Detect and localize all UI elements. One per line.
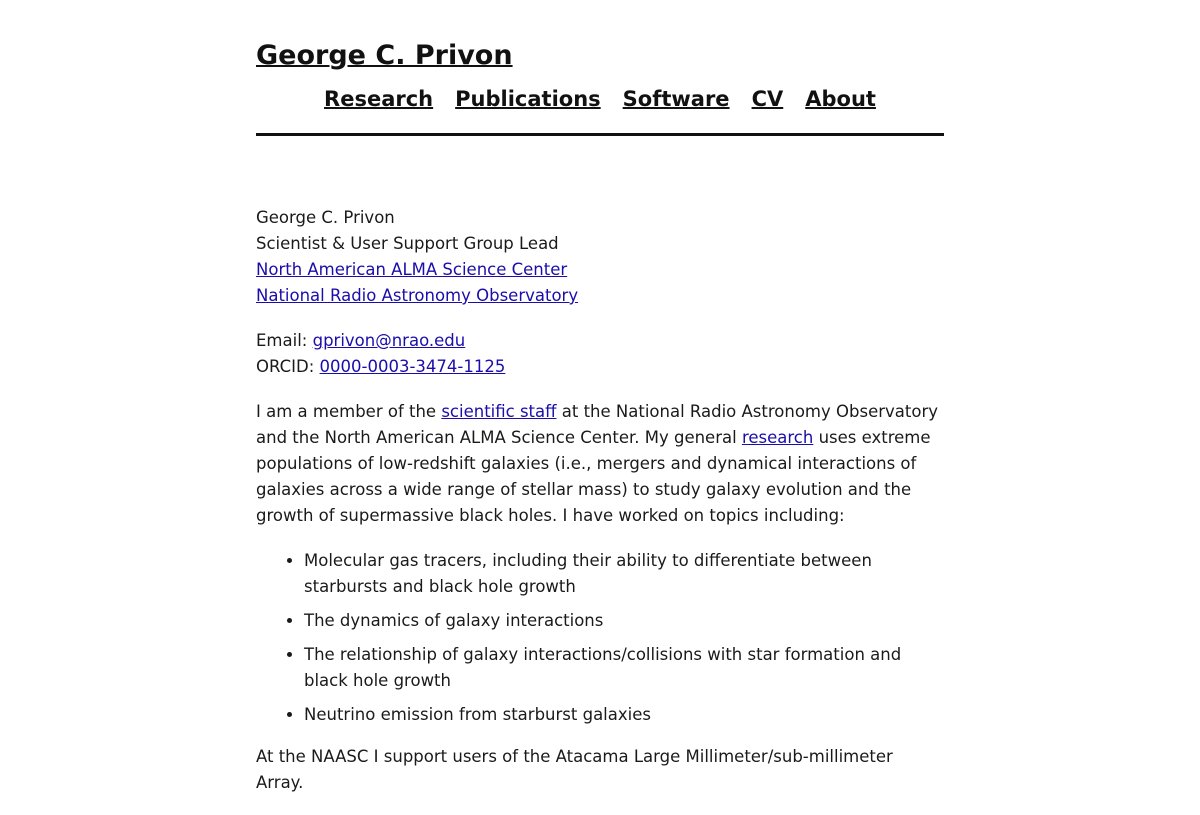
- orcid-link[interactable]: 0000-0003-3474-1125: [319, 357, 506, 376]
- contact-org1-line: [256, 257, 944, 283]
- nav-about[interactable]: About: [805, 87, 876, 111]
- research-link[interactable]: research: [741, 428, 814, 447]
- intro-text-3: uses extreme populations of low-redshift galaxies (i.e., mergers and dynamical interactions of galaxies across a wide range of stellar mass) to study galaxy evolution and the growth of supermassive black holes. I have worked on topics including:: [256, 428, 931, 525]
- identifiers-block: [256, 328, 944, 380]
- nav-cv[interactable]: CV: [751, 87, 784, 111]
- intro-text-1: I am a member of the: [256, 402, 442, 421]
- naasc-link[interactable]: North American ALMA Science Center: [256, 260, 568, 279]
- email-line: [256, 328, 944, 354]
- email-label: Email:: [256, 331, 308, 350]
- list-item: • The dynamics of galaxy interactions: [304, 608, 944, 634]
- orcid-label: ORCID:: [256, 357, 315, 376]
- nrao-link[interactable]: National Radio Astronomy Observatory: [256, 286, 579, 305]
- contact-org2-line: [256, 283, 944, 309]
- header-divider: [256, 133, 944, 136]
- intro-paragraph: [256, 399, 944, 529]
- orcid-line: [256, 354, 944, 380]
- nav-publications[interactable]: Publications: [455, 87, 601, 111]
- intro-text-2: at the National Radio Astronomy Observatory and the North American ALMA Science Center. My general: [256, 402, 938, 447]
- site-title: [256, 38, 513, 74]
- email-link[interactable]: gprivon@nrao.edu: [312, 331, 466, 350]
- contact-role: Scientist & User Support Group Lead: [256, 234, 559, 253]
- list-item: • Molecular gas tracers, including their ability to differentiate between starbursts and black hole growth: [304, 548, 944, 600]
- list-item: • Neutrino emission from starburst galaxies: [304, 702, 944, 728]
- closing-paragraph: At the NAASC I support users of the Atacama Large Millimeter/sub-millimeter Array.: [256, 747, 893, 792]
- nav-software[interactable]: Software: [622, 87, 730, 111]
- site-title-link[interactable]: George C. Privon: [256, 40, 513, 71]
- list-item: • The relationship of galaxy interactions/collisions with star formation and black hole growth: [304, 642, 944, 694]
- main-nav: [256, 83, 944, 115]
- contact-name: George C. Privon: [256, 208, 395, 227]
- contact-block: [256, 205, 944, 309]
- scientific-staff-link[interactable]: scientific staff: [441, 402, 557, 421]
- topics-list: [256, 548, 944, 728]
- main-content: [256, 205, 944, 815]
- nav-research[interactable]: Research: [324, 87, 434, 111]
